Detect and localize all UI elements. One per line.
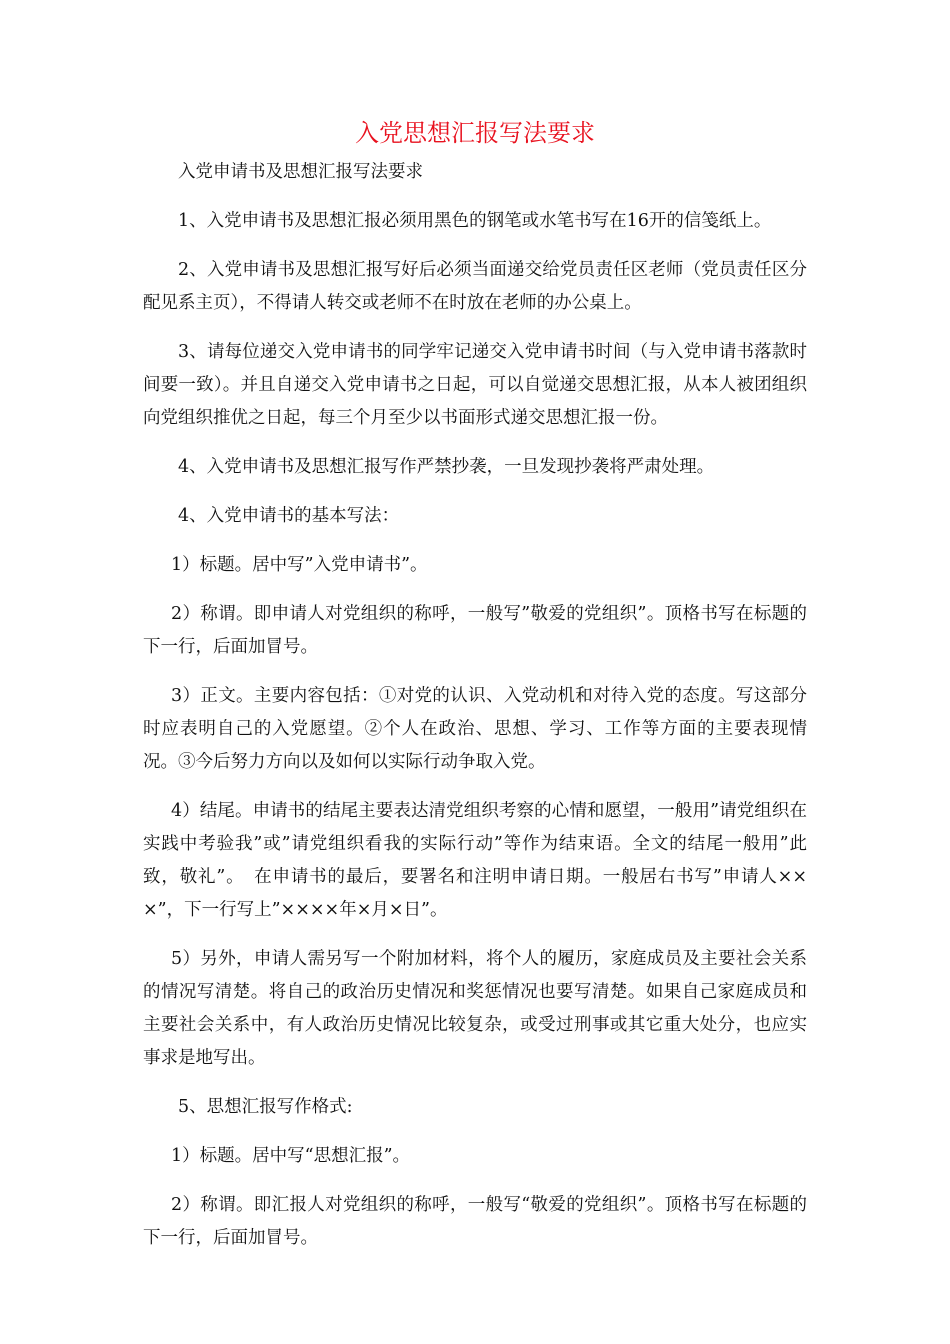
paragraph-application-body: 3）正文。主要内容包括：①对党的认识、入党动机和对待入党的态度。写这部分时应表明自己的入党愿望。②个人在政治、思想、学习、工作等方面的主要表现情况。③今后努力方向以及如何以实际行动争取入党。 <box>143 686 807 772</box>
paragraph-section-report: 5、思想汇报写作格式: <box>178 1097 353 1117</box>
paragraph-application-title: 1）标题。居中写”入党申请书”。 <box>171 555 428 575</box>
paragraph-section-application: 4、入党申请书的基本写法： <box>178 506 400 526</box>
paragraph-application-salutation: 2）称谓。即申请人对党组织的称呼，一般写”敬爱的党组织”。顶格书写在标题的下一行，后面加冒号。 <box>143 604 807 657</box>
paragraph-intro: 入党申请书及思想汇报写法要求 <box>178 162 423 182</box>
paragraph-application-attachment: 5）另外，申请人需另写一个附加材料，将个人的履历，家庭成员及主要社会关系的情况写清楚。将自己的政治历史情况和奖惩情况也要写清楚。如果自己家庭成员和主要社会关系中，有人政治历史情况比较复杂，或受过刑事或其它重大处分，也应实事求是地写出。 <box>143 949 807 1068</box>
paragraph-report-salutation: 2）称谓。即汇报人对党组织的称呼，一般写“敬爱的党组织”。顶格书写在标题的下一行，后面加冒号。 <box>143 1195 807 1248</box>
paragraph-application-ending: 4）结尾。申请书的结尾主要表达清党组织考察的心情和愿望，一般用”请党组织在实践中考验我”或”请党组织看我的实际行动”等作为结束语。全文的结尾一般用”此致，敬礼”。 在申请书的最后，要署名和注明申请日期。一般居右书写”申请人×××”，下一行写上”××××年×月×日”。 <box>143 801 807 920</box>
paragraph-rule-2: 2、入党申请书及思想汇报写好后必须当面递交给党员责任区老师（党员责任区分配见系主页），不得请人转交或老师不在时放在老师的办公桌上。 <box>143 260 807 313</box>
paragraph-rule-1: 1、入党申请书及思想汇报必须用黑色的钢笔或水笔书写在16开的信笺纸上。 <box>178 211 772 231</box>
paragraph-rule-4: 4、入党申请书及思想汇报写作严禁抄袭，一旦发现抄袭将严肃处理。 <box>178 457 715 477</box>
paragraph-rule-3: 3、请每位递交入党申请书的同学牢记递交入党申请书时间（与入党申请书落款时间要一致）。并且自递交入党申请书之日起，可以自觉递交思想汇报，从本人被团组织向党组织推优之日起，每三个月至少以书面形式递交思想汇报一份。 <box>143 342 807 428</box>
document-body <box>143 156 807 1271</box>
paragraph-report-title: 1）标题。居中写“思想汇报”。 <box>171 1146 411 1166</box>
document-title: 入党思想汇报写法要求 <box>355 119 595 147</box>
